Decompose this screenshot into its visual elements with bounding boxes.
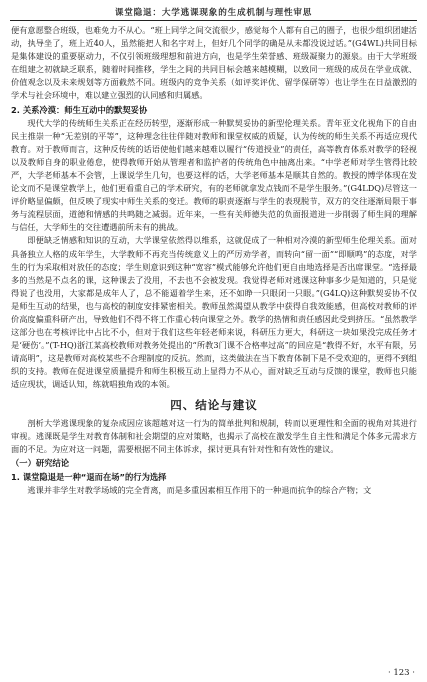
page-number: · 123 · bbox=[387, 668, 415, 678]
paragraph-1: 便有意愿整合班级，也难免力不从心。“班上同学之间交流很少，感觉每个人都有自己的圈子，也很少组织团建活动，执导坐了，班上近40人，虽然能把人和名字对上，但好几个同学的确是从未都没说过话。”(G4WL)共同目标是集体建设的重要驱动力，不仅引领班级理想和前进方向，也是学生荣誉感、班级凝聚力的源泉。由于大学班级在组建之初就缺乏联系，随着时间推移，学生之间的共同目标会越来越模糊，以致同一班级的成员在学业成就、价值观念以及未来规划等方面截然不同。班级内的竞争关系（如评奖评优、留学保研等）也让学生在日益激烈的学术与社会环境中，难以建立强烈的认同感和归属感。 bbox=[11, 25, 417, 101]
section-title-conclusion: 四、结论与建议 bbox=[170, 397, 258, 412]
running-header: 课堂隐退：大学逃课现象的生成机制与理性审思 bbox=[114, 8, 313, 18]
subheading-relationship-indifference: 2. 关系冷漠：师生互动中的默契妥协 bbox=[11, 104, 148, 115]
paragraph-4: 剖析大学逃课现象的复杂成因应该超越对这一行为的简单批判和规制，转而以更理性和全面的视角对其进行审视。逃课既是学生对教育体制和社会期望的应对策略，也揭示了高校在激发学生自主性和满足个体多元需求方面的不足。为应对这一问题，需要根据不同主体诉求，探讨更具有针对性和有效性的建议。 bbox=[11, 417, 417, 454]
page-body bbox=[11, 24, 417, 664]
header-rule bbox=[10, 20, 417, 21]
paragraph-3: 即便缺乏情感和知识的互动，大学课堂依然得以维系，这就促成了一种相对冷漠的新型师生伦理关系。面对具备独立人格的成年学生，大学教师不再充当传统意义上的严厉劝学者，而转向“留一面”“即顺鸣”的态度，对学生的行为采取相对放任的态度；学生则意识到这种“宽容”模式能够允许他们更自由地选择是否出席课堂。“选择最多的当然是不点名的课，这种课去了没用，不去也不会被发现。我觉得老师对逃课这种事多少是知道的，只是觉得说了也没用，大家都是成年人了，总不能逼着学生来，还不如睁一只眼闭一只眼。”(G4LQ)这种默契妥协不仅是师生互动的结果，也与高校的制度安排紧密相关。教师虽然渴望从教学中获得自我效能感，但高校对教师的评价高度偏重科研产出，导致他们不得不将工作重心转向课堂之外。教学的热情和责任感因此受到挤压。“虽然教学这部分也在考核评比中占比不小，但对于我们这些年轻老师来说，科研压力更大，科研这一块如果没完成任务才是‘硬伤’。”(T-HQ)浙江某高校教师对教务处提出的“所教3门课不合格率过高”的回应是“教得不好，水平有限，另请高明”，这是教师对高校某些不合理制度的反抗。然而，这类做法在当下教育体制下是不受欢迎的，更得不到组织的支持。教师在促进课堂质量提升和师生积极互动上显得力不从心，面对缺乏互动与反馈的课堂，教师也只能适应现状，调适认知，练就唱独角戏的本领。 bbox=[11, 235, 417, 390]
subheading-retreat-presence: 1. 课堂隐退是一种“退而在场”的行为选择 bbox=[11, 471, 167, 482]
subheading-findings: （一）研究结论 bbox=[11, 457, 70, 468]
paragraph-5: 逃课并非学生对教学场域的完全背离，而是多重因素相互作用下的一种退而抗争的综合产物；文 bbox=[27, 484, 372, 495]
paragraph-2: 现代大学的传统师生关系正在经历转型，逐渐形成一种默契妥协的新型伦理关系。青年亚文化视角下的自由民主推崇一种“无差别的平等”，这种理念往往伴随对教师和课堂权威的质疑，认为传统的师生关系不再适应现代教育。对于教师而言，这种反传统的话语使他们越来越难以履行“传道授业”的责任，高等教育体系对教学的轻视以及教师自身的职业倦怠，使得教师开始从管理者和监护者的传统角色中抽离出来。“中学老师对学生管得比较严，大学老师基本不会管，上课说学生几句，也要这样的话，大学老师基本是顺其自然的。教授的博学体现在发论文而不是课堂教学上，他们更看重自己的学术研究，有的老师就拿发点钱而不是学生服务。”(G4LDQ)尽管这一评价略显偏颇，但反映了现实中师生关系的变迁。教师的职责逐渐与学生的表现脱节，双方的交往逐渐局限于事务与流程层面，道德和情感的共鸣随之减弱。近年来，一些有关师德失范的负面报道进一步削弱了师生间的理解与信任，大学师生的交往遭遇前所未有的挑战。 bbox=[11, 117, 417, 233]
